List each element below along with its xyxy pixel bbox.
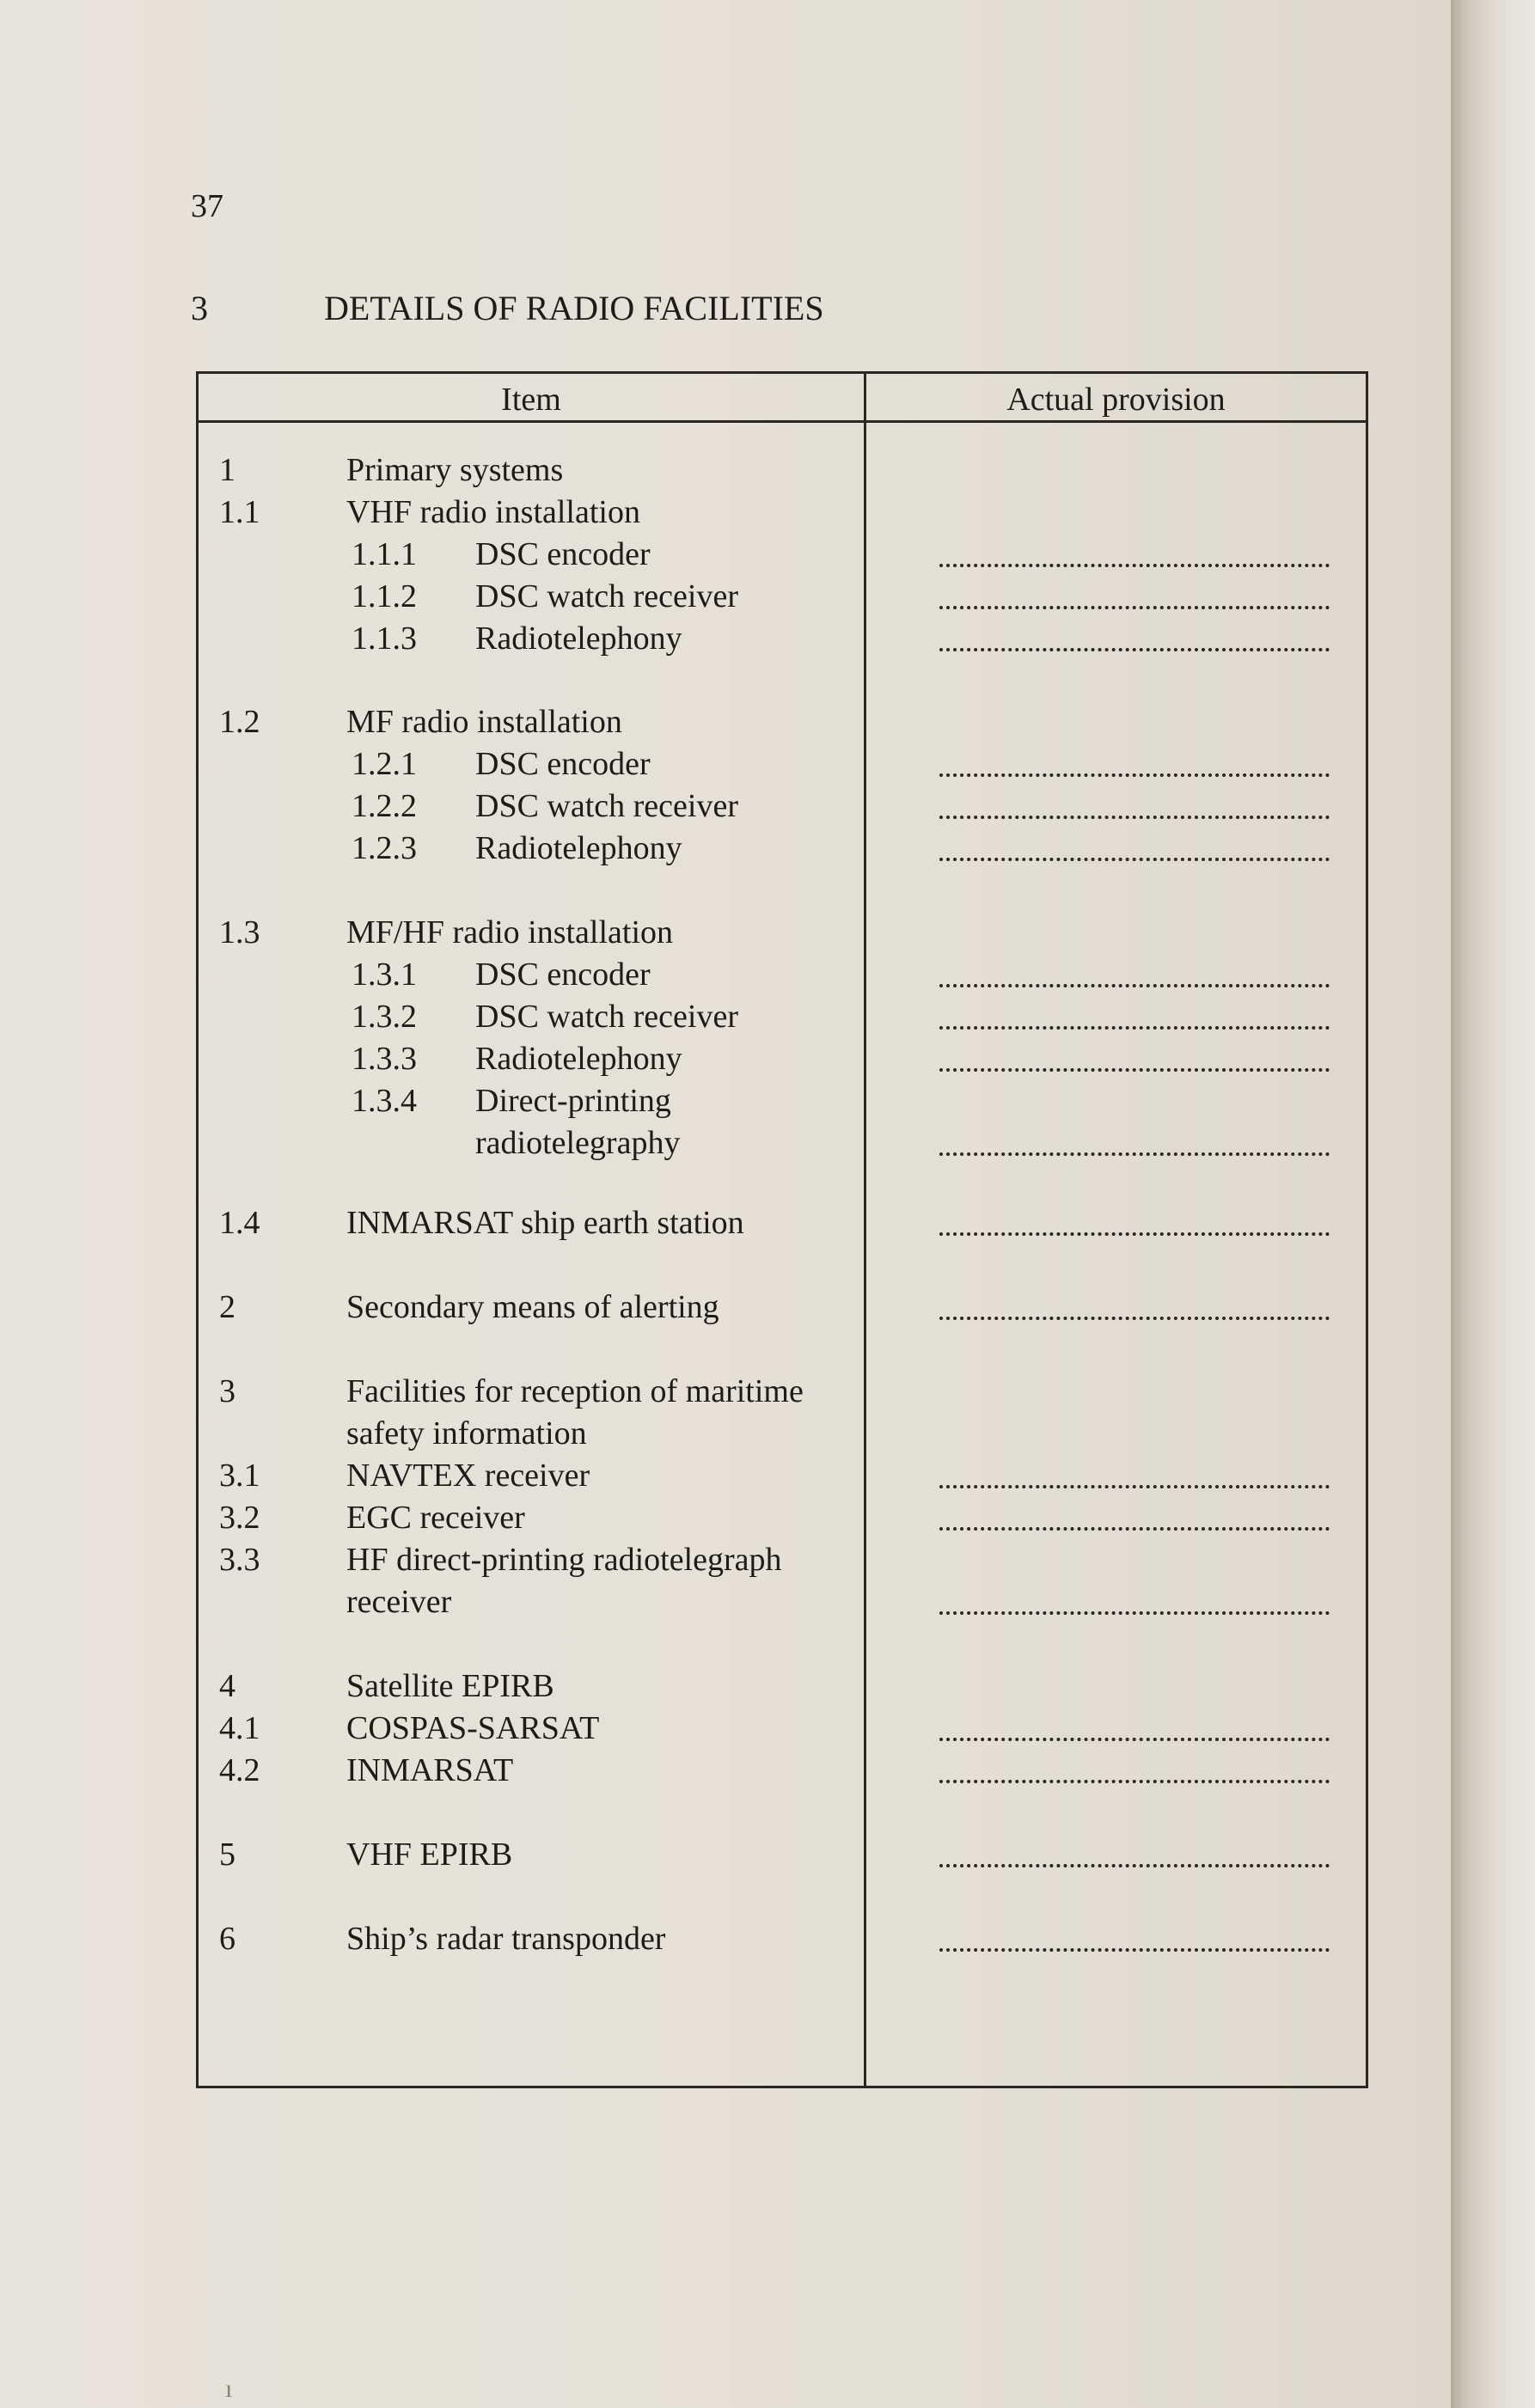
table-row (199, 1455, 1366, 1497)
provision-dotted-line (939, 816, 1330, 819)
item-label: NAVTEX receiver (346, 1458, 590, 1494)
item-label: Ship’s radar transponder (346, 1921, 666, 1957)
section-heading (191, 288, 824, 328)
provision-dotted-line (939, 1485, 1330, 1488)
item-label: INMARSAT ship earth station (346, 1205, 744, 1241)
book-spine-shadow (1451, 0, 1535, 2408)
table-row (199, 785, 1366, 828)
item-number: 1.1.1 (352, 536, 417, 572)
item-number: 3.3 (219, 1542, 260, 1578)
provision-dotted-line (939, 984, 1330, 987)
item-number: 1.3.2 (352, 999, 417, 1035)
item-label: Radiotelephony (475, 1041, 682, 1077)
item-number: 1.2.3 (352, 830, 417, 866)
item-label: EGC receiver (346, 1500, 525, 1536)
item-number: 1.3.1 (352, 956, 417, 993)
provision-dotted-line (939, 564, 1330, 567)
item-number: 1.3 (219, 914, 260, 950)
provision-dotted-line (939, 1527, 1330, 1531)
item-number: 1.2.1 (352, 746, 417, 782)
provision-dotted-line (939, 858, 1330, 861)
section-title: DETAILS OF RADIO FACILITIES (324, 289, 824, 327)
table-row (199, 534, 1366, 576)
provision-dotted-line (939, 1738, 1330, 1741)
item-number: 1.1.2 (352, 578, 417, 614)
item-number: 1.1.3 (352, 620, 417, 657)
item-number: 4 (219, 1668, 235, 1704)
provision-dotted-line (939, 648, 1330, 651)
provision-dotted-line (939, 1317, 1330, 1320)
table-row (199, 1665, 1366, 1708)
item-label: HF direct-printing radiotelegraph receiver (346, 1542, 782, 1620)
item-label: Radiotelephony (475, 830, 682, 866)
item-number: 4.2 (219, 1752, 260, 1788)
page-number: 37 (191, 188, 223, 224)
provision-dotted-line (939, 1780, 1330, 1783)
table-row (199, 1750, 1366, 1792)
table-row (199, 576, 1366, 618)
table-row (199, 912, 1366, 954)
table-row (199, 618, 1366, 660)
ink-mark: ı (225, 2374, 233, 2403)
table-row (199, 1287, 1366, 1329)
provision-dotted-line (939, 1232, 1330, 1236)
item-number: 1.2.2 (352, 788, 417, 824)
section-number: 3 (191, 289, 208, 327)
item-label: Direct-printing radiotelegraphy (475, 1083, 681, 1161)
item-label: DSC encoder (475, 746, 651, 782)
radio-facilities-table (196, 371, 1368, 2088)
provision-dotted-line (939, 1152, 1330, 1156)
table-row (199, 492, 1366, 534)
provision-dotted-line (939, 1611, 1330, 1615)
item-label: Radiotelephony (475, 620, 682, 657)
item-number: 1.3.3 (352, 1041, 417, 1077)
item-label: Facilities for reception of maritime safety information (346, 1373, 804, 1452)
item-label: INMARSAT (346, 1752, 514, 1788)
item-number: 2 (219, 1289, 235, 1325)
item-number: 1.4 (219, 1205, 260, 1241)
table-row (199, 1918, 1366, 1960)
table-row (199, 1371, 1366, 1455)
table-row (199, 828, 1366, 870)
table-row (199, 701, 1366, 743)
item-number: 3.1 (219, 1458, 260, 1494)
item-label: VHF EPIRB (346, 1837, 513, 1873)
provision-dotted-line (939, 1068, 1330, 1072)
table-row (199, 996, 1366, 1038)
item-label: DSC watch receiver (475, 999, 738, 1035)
item-label: COSPAS-SARSAT (346, 1710, 600, 1746)
header-divider (199, 420, 1366, 423)
item-number: 1 (219, 452, 235, 488)
item-label: DSC encoder (475, 536, 651, 572)
item-label: Primary systems (346, 452, 564, 488)
item-label: MF/HF radio installation (346, 914, 673, 950)
provision-dotted-line (939, 1948, 1330, 1952)
item-label: DSC watch receiver (475, 788, 738, 824)
item-label: DSC encoder (475, 956, 651, 993)
table-row (199, 1202, 1366, 1244)
item-number: 4.1 (219, 1710, 260, 1746)
item-label: VHF radio installation (346, 494, 640, 530)
table-row (199, 1834, 1366, 1876)
column-header-item: Item (501, 382, 561, 418)
provision-dotted-line (939, 606, 1330, 609)
item-label: Secondary means of alerting (346, 1289, 719, 1325)
table-row (199, 743, 1366, 785)
item-label: Satellite EPIRB (346, 1668, 554, 1704)
table-row (199, 449, 1366, 492)
provision-dotted-line (939, 773, 1330, 777)
item-number: 6 (219, 1921, 235, 1957)
item-label: DSC watch receiver (475, 578, 738, 614)
item-number: 1.1 (219, 494, 260, 530)
table-row (199, 954, 1366, 996)
item-number: 5 (219, 1837, 235, 1873)
item-number: 3 (219, 1373, 235, 1409)
table-row (199, 1708, 1366, 1750)
table-row (199, 1497, 1366, 1539)
column-header-actual-provision: Actual provision (1006, 382, 1226, 418)
table-row (199, 1038, 1366, 1080)
item-number: 3.2 (219, 1500, 260, 1536)
item-number: 1.2 (219, 704, 260, 740)
item-number: 1.3.4 (352, 1083, 417, 1119)
provision-dotted-line (939, 1026, 1330, 1030)
item-label: MF radio installation (346, 704, 622, 740)
provision-dotted-line (939, 1864, 1330, 1867)
table-row (199, 1539, 1366, 1623)
table-row (199, 1080, 1366, 1164)
